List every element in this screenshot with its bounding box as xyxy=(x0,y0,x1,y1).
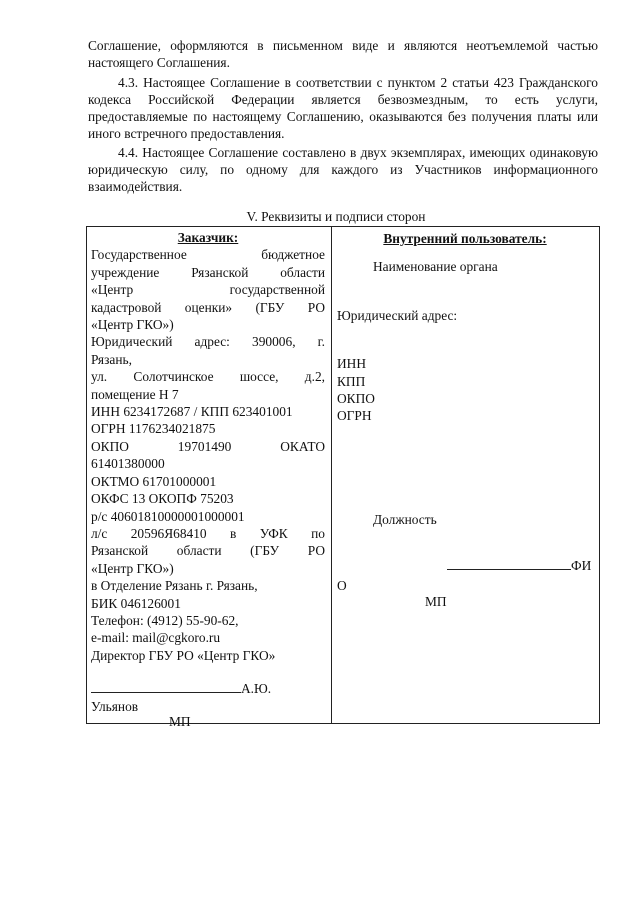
customer-line: ул. Солотчинское шоссе, д.2, xyxy=(91,369,325,385)
okpo-label: ОКПО xyxy=(337,391,375,406)
customer-line: ОКТМО 61701000001 xyxy=(91,473,217,489)
requisites-table xyxy=(86,226,600,729)
customer-line: кадастровой оценки» (ГБУ РО xyxy=(91,299,325,315)
customer-line: БИК 046126001 xyxy=(91,595,181,611)
paragraph-continuation: Соглашение, оформляются в письменном виде и являются неотъемлемой частью настоящего Соглашения. xyxy=(88,38,598,70)
customer-line: Директор ГБУ РО «Центр ГКО» xyxy=(91,647,276,663)
inn-label: ИНН xyxy=(337,356,367,371)
section-title: V. Реквизиты и подписи сторон xyxy=(246,209,426,224)
customer-line: р/с 40601810000001000001 xyxy=(91,508,245,524)
customer-line: помещение Н 7 xyxy=(91,386,179,402)
customer-line: учреждение Рязанской области xyxy=(91,264,325,280)
kpp-label: КПП xyxy=(337,374,366,389)
internal-user-header: Внутренний пользователь: xyxy=(383,231,547,246)
customer-line: «Центр государственной xyxy=(91,282,325,298)
ogrn-label: ОГРН xyxy=(337,408,372,423)
customer-line: Рязань, xyxy=(91,351,132,367)
customer-line: ОГРН 1176234021875 xyxy=(91,421,216,437)
customer-signature-name: Ульянов xyxy=(91,698,139,714)
position-label: Должность xyxy=(373,512,437,527)
customer-line: ИНН 6234172687 / КПП 623401001 xyxy=(91,404,293,420)
internal-user-column xyxy=(337,227,597,723)
customer-signature-line xyxy=(91,692,241,693)
customer-line: л/с 20596Я68410 в УФК по xyxy=(91,525,325,541)
customer-line: «Центр ГКО») xyxy=(91,317,174,333)
customer-signature-initials: А.Ю. xyxy=(241,681,272,697)
column-divider xyxy=(331,227,332,723)
internal-user-stamp: МП xyxy=(425,594,447,609)
customer-line: ОКФС 13 ОКОПФ 75203 xyxy=(91,491,234,507)
customer-stamp: МП xyxy=(169,713,191,729)
customer-signature-row xyxy=(91,680,325,697)
paragraph-4-4: 4.4. Настоящее Соглашение составлено в двух экземплярах, имеющих одинаковую юридическую силу, по одному для каждого из Участников информационного взаимодействия. xyxy=(88,145,598,194)
customer-line: 61401380000 xyxy=(91,456,165,472)
fio-label-part2: О xyxy=(337,578,347,593)
customer-line: Государственное бюджетное xyxy=(91,247,325,263)
customer-column xyxy=(91,229,325,729)
customer-line: Юридический адрес: 390006, г. xyxy=(91,334,325,350)
fio-label-part1: ФИ xyxy=(571,558,592,573)
legal-address-label: Юридический адрес: xyxy=(337,308,458,323)
customer-header: Заказчик: xyxy=(177,230,239,245)
org-name-label: Наименование органа xyxy=(373,259,498,274)
customer-line: в Отделение Рязань г. Рязань, xyxy=(91,578,258,594)
customer-line: Рязанской области (ГБУ РО xyxy=(91,543,325,559)
customer-line: e-mail: mail@cgkoro.ru xyxy=(91,630,221,646)
fio-signature-row xyxy=(447,557,591,574)
fio-signature-line xyxy=(447,569,571,570)
customer-line: ОКПО 19701490 ОКАТО xyxy=(91,438,325,454)
customer-line: «Центр ГКО») xyxy=(91,560,174,576)
paragraph-4-3: 4.3. Настоящее Соглашение в соответствии с пунктом 2 статьи 423 Гражданского кодекса Российской Федерации является безвозмездным, то есть услуги, предоставляемые по настоящему Соглашению, оказываются без получения платы или иного встречного предоставления. xyxy=(88,75,598,141)
customer-line: Телефон: (4912) 55-90-62, xyxy=(91,612,239,628)
